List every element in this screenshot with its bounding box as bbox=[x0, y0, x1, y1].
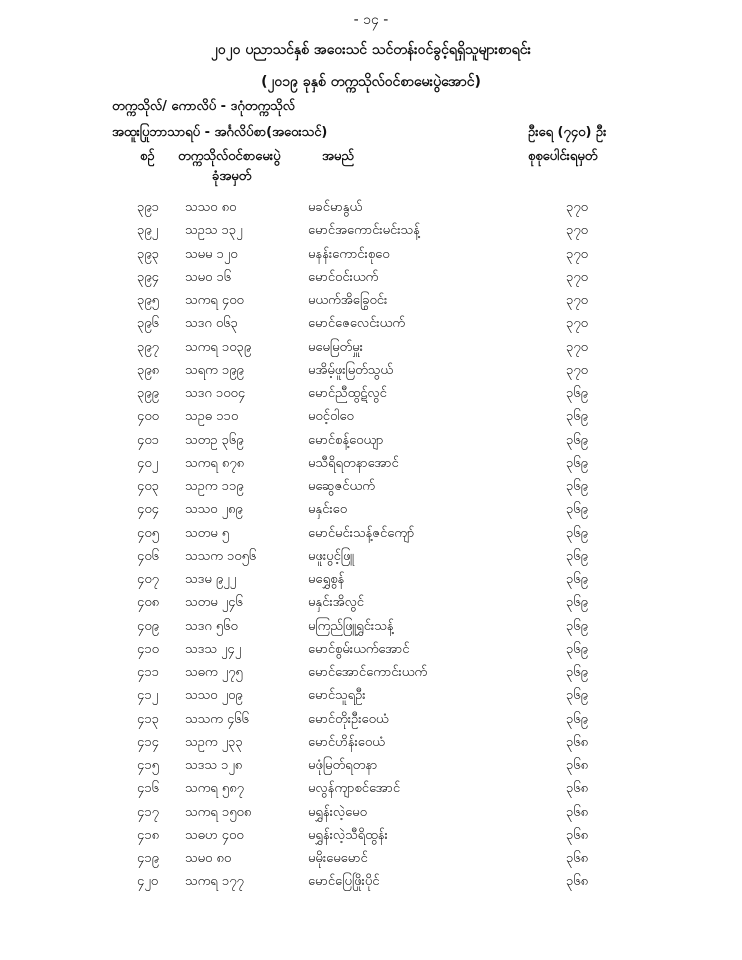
candidate-name: မအိမ့်ဖူးမြတ်သွယ် bbox=[308, 362, 393, 378]
document-title: ၂၀၂၀ ပညာသင်နှစ် အဝေးသင် သင်တန်းဝင်ခွင့်ရရှိသူများစာရင်း bbox=[210, 42, 532, 58]
roll-number: သဒဂ ၁၀၀၄ bbox=[185, 386, 246, 401]
roll-number: သမ၀ ၈၀ bbox=[185, 851, 232, 866]
total-score: ၃၇၀ bbox=[566, 223, 588, 239]
row-number: ၄၀၆ bbox=[137, 548, 159, 564]
row-number: ၄၁၄ bbox=[137, 734, 159, 750]
total-score: ၃၆၉ bbox=[566, 409, 588, 425]
roll-number: သဒမ ၉၂၂ bbox=[185, 572, 236, 587]
total-score: ၃၆၉ bbox=[566, 618, 588, 634]
header-name: အမည် bbox=[322, 149, 354, 164]
total-score: ၃၆၉ bbox=[566, 548, 588, 564]
row-number: ၃၉၄ bbox=[137, 269, 159, 285]
row-number: ၃၉၂ bbox=[137, 223, 159, 239]
row-number: ၄၁၁ bbox=[137, 665, 159, 680]
row-number: ၄၂၀ bbox=[137, 874, 159, 890]
total-score: ၃၆၉ bbox=[566, 641, 588, 657]
table-row bbox=[0, 359, 742, 382]
table-row bbox=[0, 219, 742, 242]
candidate-name: မမေမြတ်မှူး bbox=[308, 339, 363, 355]
roll-number: သတမ ၂၄၆ bbox=[185, 595, 243, 611]
row-number: ၃၉၃ bbox=[137, 246, 159, 262]
roll-number: သဒဂ ၅၆၀ bbox=[185, 618, 238, 634]
total-score: ၃၆၉ bbox=[566, 432, 588, 448]
university-line: တက္ကသိုလ်/ ကောလိပ် - ဒဂုံတက္ကသိုလ် bbox=[112, 99, 295, 114]
candidate-name: မောင်အကောင်းမင်းသန့် bbox=[308, 223, 420, 239]
row-number: ၄၁၀ bbox=[137, 641, 159, 657]
header-score: စုစုပေါင်းရမှတ် bbox=[528, 149, 598, 164]
table-row bbox=[0, 847, 742, 870]
roll-number: သဓဟ ၄၀၀ bbox=[185, 827, 244, 843]
candidate-name: မဖူးပွင့်ဖြူ bbox=[308, 548, 355, 564]
candidate-name: မနှင်းဝေ bbox=[308, 502, 348, 518]
candidate-name: မောင်အောင်ကောင်းယက် bbox=[308, 665, 428, 680]
total-score: ၃၆၈ bbox=[566, 758, 589, 773]
row-number: ၃၉၇ bbox=[137, 339, 159, 355]
roll-number: သသ၀ ၈၀ bbox=[185, 200, 237, 215]
table-row bbox=[0, 405, 742, 428]
table-row bbox=[0, 824, 742, 847]
roll-number: သမမ ၁၂၀ bbox=[185, 246, 238, 262]
row-number: ၃၉၉ bbox=[137, 386, 159, 401]
total-score: ၃၆၉ bbox=[566, 688, 588, 704]
candidate-name: မဖုံမြတ်ရတနာ bbox=[308, 758, 378, 773]
total-score: ၃၆၉ bbox=[566, 595, 588, 611]
row-number: ၄၀၀ bbox=[137, 409, 159, 425]
table-row bbox=[0, 243, 742, 266]
candidate-name: မကြည်ဖြူရွှင်းသန့် bbox=[308, 618, 394, 634]
row-number: ၄၀၉ bbox=[137, 618, 159, 634]
row-number: ၃၉၆ bbox=[137, 316, 159, 332]
total-score: ၃၇၀ bbox=[566, 362, 588, 378]
roll-number: သဥက ၂၃၃ bbox=[185, 734, 243, 750]
roll-number: သသက ၄၆၆ bbox=[185, 711, 249, 727]
header-no: စဉ် bbox=[140, 149, 155, 164]
table-row bbox=[0, 684, 742, 707]
row-number: ၄၀၃ bbox=[137, 479, 159, 494]
table-row bbox=[0, 591, 742, 614]
table-row bbox=[0, 754, 742, 777]
roll-number: သသက ၁၀၅၆ bbox=[185, 548, 257, 564]
roll-number: သကရ ၄၀၀ bbox=[185, 293, 244, 308]
candidate-name: မနှင်းအိလွင် bbox=[308, 595, 364, 611]
total-score: ၃၆၉ bbox=[566, 665, 588, 680]
table-row bbox=[0, 289, 742, 312]
page-number: - ၁၄ - bbox=[353, 12, 389, 28]
total-score: ၃၆၉ bbox=[566, 386, 588, 401]
roll-number: သကရ ၅၈၇ bbox=[185, 781, 244, 797]
table-row bbox=[0, 870, 742, 893]
candidate-name: မောင်တိုးဦးဝေယံ bbox=[308, 711, 389, 727]
candidate-name: မမိုးမေမောင် bbox=[308, 851, 368, 866]
roll-number: သသ၀ ၂၈၉ bbox=[185, 502, 243, 518]
candidate-name: မောင်ညီထွဋ်လွင် bbox=[308, 386, 387, 401]
candidate-name: မယက်အိခြွေဝင်း bbox=[308, 293, 388, 308]
candidate-name: မောင်သူရဦး bbox=[308, 688, 366, 704]
table-row bbox=[0, 475, 742, 498]
total-score: ၃၆၈ bbox=[566, 827, 589, 843]
candidate-name: မောင်စန့်ဝေယျာ bbox=[308, 432, 384, 448]
table-row bbox=[0, 382, 742, 405]
row-number: ၄၁၂ bbox=[137, 688, 159, 704]
total-score: ၃၇၀ bbox=[566, 246, 588, 262]
total-score: ၃၆၉ bbox=[566, 572, 588, 587]
row-number: ၃၉၁ bbox=[137, 200, 159, 215]
roll-number: သဒသ ၂၄၂ bbox=[185, 641, 242, 657]
table-row bbox=[0, 429, 742, 452]
total-score: ၃၆၉ bbox=[566, 711, 588, 727]
total-score: ၃၇၀ bbox=[566, 269, 588, 285]
total-score: ၃၆၈ bbox=[566, 874, 589, 890]
roll-number: သဓက ၂၇၅ bbox=[185, 665, 243, 680]
table-row bbox=[0, 196, 742, 219]
candidate-name: မနန်းကောင်းစုဝေ bbox=[308, 246, 390, 262]
total-score: ၃၆၈ bbox=[566, 804, 589, 820]
roll-number: သကရ ၈၇၈ bbox=[185, 455, 245, 471]
table-row bbox=[0, 661, 742, 684]
table-row bbox=[0, 452, 742, 475]
total-score: ၃၇၀ bbox=[566, 200, 588, 215]
row-number: ၄၀၂ bbox=[137, 455, 159, 471]
header-roll-number-sub: ခုံအမှတ် bbox=[212, 169, 252, 184]
roll-number: သကရ ၁၅၀၈ bbox=[185, 804, 252, 820]
candidate-name: မောင်မင်းသန့်ဇင်ကျော် bbox=[308, 525, 415, 541]
row-number: ၄၁၇ bbox=[137, 804, 159, 820]
roll-number: သတမ ၅ bbox=[185, 525, 230, 541]
total-score: ၃၆၈ bbox=[566, 734, 589, 750]
candidate-name: မောင်ဇေလေင်းယက် bbox=[308, 316, 405, 332]
total-score: ၃၆၈ bbox=[566, 781, 589, 797]
table-row bbox=[0, 336, 742, 359]
candidate-name: မဆွေဇင်ယက် bbox=[308, 479, 375, 494]
row-number: ၃၉၅ bbox=[137, 293, 159, 308]
roll-number: သမ၀ ၁၆ bbox=[185, 269, 232, 285]
total-score: ၃၆၉ bbox=[566, 479, 588, 494]
roll-number: သဒဂ ၀၆၃ bbox=[185, 316, 238, 332]
roll-number: သဥက ၁၁၉ bbox=[185, 479, 244, 494]
table-row bbox=[0, 801, 742, 824]
row-number: ၄၀၄ bbox=[137, 502, 159, 518]
candidate-name: မခင်မာနွယ် bbox=[308, 200, 363, 215]
roll-number: သကရ ၁၇၇ bbox=[185, 874, 244, 890]
table-row bbox=[0, 312, 742, 335]
candidate-name: မဝင့်ဝါဝေ bbox=[308, 409, 354, 425]
table-row bbox=[0, 266, 742, 289]
header-roll-number: တက္ကသိုလ်ဝင်စာမေးပွဲ bbox=[178, 149, 281, 164]
total-score: ၃၆၉ bbox=[566, 502, 588, 518]
candidate-name: မရွှန်းလဲ့မေဝ bbox=[308, 804, 367, 820]
row-number: ၄၀၈ bbox=[137, 595, 160, 611]
row-number: ၄၀၇ bbox=[137, 572, 159, 587]
total-score: ၃၆၈ bbox=[566, 851, 589, 866]
roll-number: သရက ၁၉၉ bbox=[185, 362, 244, 378]
candidate-name: မရွှန်းလဲ့သီရိထွန်း bbox=[308, 827, 388, 843]
candidate-name: မောင်ဝင်းယက် bbox=[308, 269, 379, 285]
table-row bbox=[0, 568, 742, 591]
row-number: ၃၉၈ bbox=[137, 362, 160, 378]
candidate-name: မသီရိရတနာအောင် bbox=[308, 455, 399, 471]
candidate-name: မောင်ဟိန်းဝေယံ bbox=[308, 734, 385, 750]
table-row bbox=[0, 545, 742, 568]
document-subtitle: (၂၀၁၉ ခုနှစ် တက္ကသိုလ်ဝင်စာမေးပွဲအောင်) bbox=[261, 74, 481, 90]
total-score: ၃၆၉ bbox=[566, 455, 588, 471]
total-score: ၃၇၀ bbox=[566, 316, 588, 332]
roll-number: သဥသ ၁၃၂ bbox=[185, 223, 243, 239]
table-row bbox=[0, 522, 742, 545]
roll-number: သဒသ ၁၂၈ bbox=[185, 758, 243, 773]
roll-number: သကရ ၁၀၃၉ bbox=[185, 339, 252, 355]
table-row bbox=[0, 708, 742, 731]
results-table bbox=[0, 196, 742, 894]
subject-line: အထူးပြုဘာသာရပ် - အင်္ဂလိပ်စာ(အဝေးသင်) bbox=[112, 125, 328, 140]
candidate-name: မောင်စွမ်းယက်အောင် bbox=[308, 641, 410, 657]
row-number: ၄၀၅ bbox=[137, 525, 159, 541]
total-score: ၃၆၉ bbox=[566, 525, 588, 541]
table-row bbox=[0, 638, 742, 661]
table-row bbox=[0, 731, 742, 754]
total-score: ၃၇၀ bbox=[566, 339, 588, 355]
roll-number: သသ၀ ၂၀၉ bbox=[185, 688, 243, 704]
table-row bbox=[0, 777, 742, 800]
row-number: ၄၁၃ bbox=[137, 711, 159, 727]
table-row bbox=[0, 498, 742, 521]
candidate-name: မရွှေစွန် bbox=[308, 572, 345, 587]
table-row bbox=[0, 615, 742, 638]
candidate-name: မလွန်ကျာစင်အောင် bbox=[308, 781, 401, 797]
row-number: ၄၁၈ bbox=[137, 827, 160, 843]
total-count-line: ဦးရေ (၇၄၀) ဦး bbox=[528, 125, 607, 140]
row-number: ၄၀၁ bbox=[137, 432, 159, 448]
candidate-name: မောင်ပြေဖြိုးပိုင် bbox=[308, 874, 380, 890]
total-score: ၃၇၀ bbox=[566, 293, 588, 308]
row-number: ၄၁၅ bbox=[137, 758, 159, 773]
roll-number: သဥဓ ၁၁၀ bbox=[185, 409, 239, 425]
roll-number: သတဥ ၃၆၉ bbox=[185, 432, 244, 448]
row-number: ၄၁၉ bbox=[137, 851, 159, 866]
row-number: ၄၁၆ bbox=[137, 781, 159, 797]
